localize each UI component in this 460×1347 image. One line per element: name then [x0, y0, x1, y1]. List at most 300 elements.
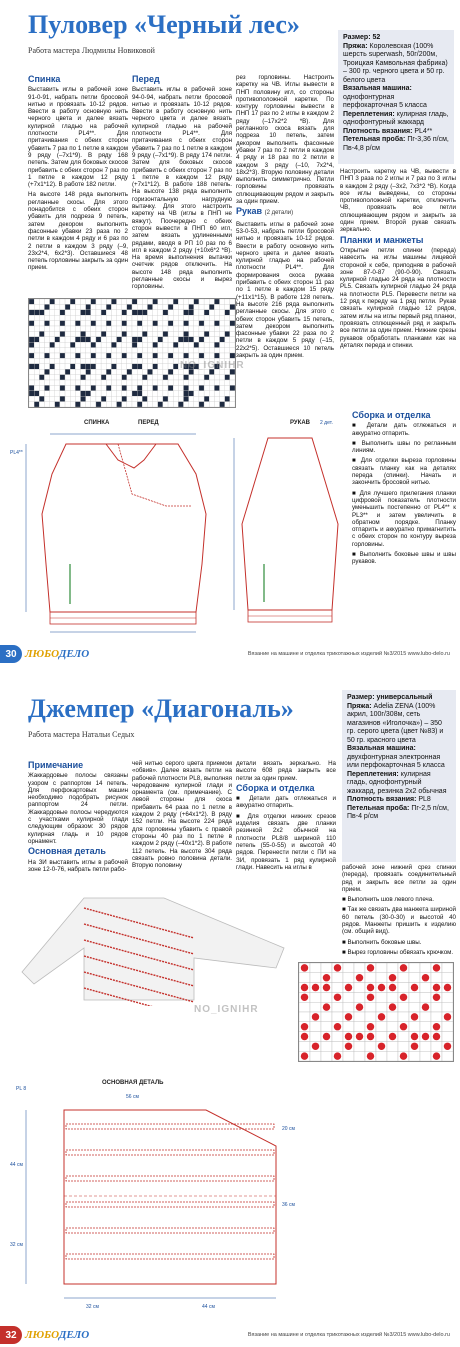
chart-cell: [199, 337, 204, 342]
chart-dot: [422, 974, 429, 981]
chart-cell: [70, 364, 75, 369]
chart-cell: [409, 1022, 420, 1032]
finishing-item-1: ■ Выполнить шов левого плеча.: [342, 896, 434, 904]
chart-cell: [39, 337, 44, 342]
finishing-item-3: ■ Выполнить боковые швы.: [342, 938, 422, 946]
chart-cell: [199, 375, 204, 380]
chart-cell: [70, 358, 75, 363]
chart-cell: [137, 375, 142, 380]
chart-cell: [34, 348, 39, 353]
chart-cell: [214, 353, 219, 358]
chart-cell: [34, 321, 39, 326]
chart-cell: [225, 402, 230, 407]
chart-cell: [132, 380, 137, 385]
chart-cell: [178, 391, 183, 396]
bands-text: Открытые петли спинки (переда) навесить на иглы машины лицевой стороной к себе, приподняв в рабочей зоне 87-0-87 (90-0-90). Связать кулирной гладью 24 ряда на плотности PL5. Связать кулирной гладью 24 ряда на плотности PL5. Перевести петли на 12 ряд к переду на 1 ряд петли. Рукав связать кулирной гладью 12 рядов, затем иглы на иглы первый ряд планки, провязать сплющенный ряд и закрыть все петли за один прием. Нижние срезы рукавов обработать планками как на деталях переда и спинки.: [340, 246, 456, 349]
chart-cell: [34, 353, 39, 358]
chart-cell: [225, 375, 230, 380]
chart-cell: [117, 326, 122, 331]
chart-cell: [111, 342, 116, 347]
chart-cell: [189, 299, 194, 304]
chart-cell: [132, 391, 137, 396]
chart-cell: [122, 348, 127, 353]
chart-cell: [39, 358, 44, 363]
chart-cell: [376, 1032, 387, 1042]
chart-cell: [189, 315, 194, 320]
chart-cell: [163, 348, 168, 353]
chart-cell: [81, 315, 86, 320]
column-front: [132, 74, 232, 296]
chart-cell: [214, 385, 219, 390]
chart-cell: [29, 375, 34, 380]
chart-cell: [50, 331, 55, 336]
chart-cell: [168, 321, 173, 326]
chart-cell: [343, 963, 354, 973]
chart-cell: [184, 331, 189, 336]
chart-cell: [343, 973, 354, 983]
info-test-label: Петельная проба:: [347, 804, 410, 812]
chart-cell: [117, 364, 122, 369]
chart-cell: [96, 299, 101, 304]
chart-dot: [312, 1013, 319, 1020]
main-part-band: [66, 1150, 274, 1155]
magazine-logo: [25, 648, 89, 660]
chart-cell: [96, 369, 101, 374]
chart-cell: [343, 1022, 354, 1032]
chart-cell: [81, 310, 86, 315]
chart-cell: [173, 348, 178, 353]
chart-cell: [86, 348, 91, 353]
chart-cell: [106, 304, 111, 309]
chart-cell: [106, 380, 111, 385]
chart-cell: [168, 375, 173, 380]
chart-cell: [204, 321, 209, 326]
chart-cell: [147, 299, 152, 304]
chart-cell: [81, 342, 86, 347]
diagram-main-part: [6, 1066, 306, 1314]
diagram-title-front: ПЕРЕД: [138, 420, 159, 426]
chart-cell: [65, 342, 70, 347]
chart-cell: [184, 299, 189, 304]
chart-cell: [173, 310, 178, 315]
column-sleeve: [236, 74, 334, 384]
assembly-item-3-text: Для отделки выреза горловины связать планку как на деталях переда (спинки). Начать и закончить бросовой нитью.: [352, 457, 456, 487]
chart-cell: [194, 402, 199, 407]
chart-cell: [153, 348, 158, 353]
chart-cell: [137, 380, 142, 385]
chart-cell: [81, 396, 86, 401]
chart-cell: [29, 299, 34, 304]
chart-cell: [132, 342, 137, 347]
chart-cell: [194, 348, 199, 353]
chart-cell: [168, 353, 173, 358]
chart-cell: [199, 385, 204, 390]
chart-cell: [101, 326, 106, 331]
chart-cell: [81, 348, 86, 353]
chart-cell: [55, 299, 60, 304]
chart-cell: [376, 1022, 387, 1032]
chart-cell: [163, 299, 168, 304]
chart-cell: [75, 396, 80, 401]
chart-cell: [354, 1012, 365, 1022]
chart-cell: [86, 380, 91, 385]
chart-cell: [65, 369, 70, 374]
chart-cell: [354, 963, 365, 973]
chart-cell: [75, 353, 80, 358]
chart-cell: [127, 310, 132, 315]
chart-cell: [132, 326, 137, 331]
chart-cell: [39, 299, 44, 304]
chart-cell: [147, 321, 152, 326]
chart-cell: [50, 348, 55, 353]
chart-cell: [101, 337, 106, 342]
chart-cell: [147, 353, 152, 358]
chart-cell: [29, 331, 34, 336]
chart-cell: [132, 369, 137, 374]
chart-cell: [86, 364, 91, 369]
chart-cell: [29, 315, 34, 320]
chart-cell: [163, 364, 168, 369]
chart-cell: [60, 331, 65, 336]
chart-cell: [321, 1022, 332, 1032]
chart-cell: [91, 337, 96, 342]
chart-cell: [189, 310, 194, 315]
chart-cell: [147, 310, 152, 315]
chart-cell: [354, 1041, 365, 1051]
info-test: Пг-3,36 п/см, Пв-4,8 р/см: [343, 136, 449, 152]
chart-cell: [127, 326, 132, 331]
chart-cell: [321, 1051, 332, 1061]
chart-cell: [70, 304, 75, 309]
sleeve-end-text: Настроить каретку на ЧВ, вывести в ПНП 3 раза по 2 иглы и 7 раз по 3 иглы в каждом 2 ряду (–3х2, 7х3*2 *В). Когда все иглы выведены, со стороны противоположной каретки, отключить ЧВ, провязать все петли сплющивающим рядом и закрыть за один прием. Второй рукав связать зеркально.: [340, 168, 456, 234]
chart-cell: [168, 385, 173, 390]
info-density: PL8: [418, 796, 431, 803]
assembly-item-2-text: Выполнить швы по регланным линиям.: [352, 439, 456, 455]
chart-dot: [444, 1013, 451, 1020]
chart-cell: [106, 326, 111, 331]
chart-cell: [420, 1012, 431, 1022]
chart-cell: [65, 375, 70, 380]
front-neck: [66, 444, 156, 468]
chart-cell: [101, 342, 106, 347]
chart-cell: [75, 337, 80, 342]
chart-cell: [158, 299, 163, 304]
chart-cell: [442, 1022, 453, 1032]
chart-cell: [209, 304, 214, 309]
chart-cell: [44, 310, 49, 315]
chart-cell: [132, 353, 137, 358]
chart-dot: [312, 984, 319, 991]
chart-cell: [91, 304, 96, 309]
chart-cell: [225, 396, 230, 401]
chart-cell: [75, 299, 80, 304]
chart-cell: [153, 315, 158, 320]
chart-cell: [91, 402, 96, 407]
chart-dot: [367, 1023, 374, 1030]
magazine-logo: [25, 1329, 89, 1341]
chart-cell: [199, 310, 204, 315]
chart-cell: [127, 304, 132, 309]
chart-cell: [127, 342, 132, 347]
chart-cell: [442, 1032, 453, 1042]
chart-cell: [199, 396, 204, 401]
front-outline: [118, 444, 192, 506]
chart-cell: [137, 326, 142, 331]
chart-cell: [168, 304, 173, 309]
chart-cell: [60, 353, 65, 358]
dim-top: 56 см: [126, 1094, 139, 1100]
chart-cell: [189, 304, 194, 309]
chart-cell: [96, 315, 101, 320]
chart-cell: [34, 331, 39, 336]
jacquard-chart-svg: [29, 299, 235, 407]
chart-cell: [163, 380, 168, 385]
chart-cell: [117, 342, 122, 347]
chart-cell: [387, 1012, 398, 1022]
chart-cell: [158, 331, 163, 336]
chart-dot: [367, 964, 374, 971]
chart-cell: [168, 299, 173, 304]
chart-cell: [225, 337, 230, 342]
chart-cell: [147, 380, 152, 385]
chart-cell: [387, 1051, 398, 1061]
chart-cell: [34, 342, 39, 347]
chart-cell: [173, 321, 178, 326]
chart-cell: [147, 315, 152, 320]
chart-cell: [96, 337, 101, 342]
chart-cell: [225, 331, 230, 336]
watermark: NO_IGNIHR: [180, 360, 245, 371]
column-note: [28, 760, 128, 882]
chart-cell: [225, 380, 230, 385]
diagram-sleeve: [228, 414, 348, 640]
column-bands: [340, 168, 456, 408]
chart-cell: [70, 396, 75, 401]
chart-cell: [220, 353, 225, 358]
chart-cell: [81, 402, 86, 407]
chart-cell: [122, 326, 127, 331]
chart-cell: [420, 992, 431, 1002]
chart-cell: [39, 375, 44, 380]
chart-cell: [137, 353, 142, 358]
chart-cell: [96, 380, 101, 385]
finishing-item-2: ■ Так же связать два манжета шириной 60 петель (30-0-30) и высотой 40 рядов. Манжеты пришить к изделию (см. общий вид).: [342, 906, 456, 936]
chart-cell: [132, 402, 137, 407]
chart-cell: [225, 299, 230, 304]
chart-cell: [209, 385, 214, 390]
chart-cell: [158, 402, 163, 407]
chart-cell: [70, 369, 75, 374]
chart-cell: [122, 380, 127, 385]
chart-cell: [65, 396, 70, 401]
chart-cell: [91, 396, 96, 401]
chart-cell: [163, 304, 168, 309]
chart-cell: [163, 337, 168, 342]
chart-cell: [158, 348, 163, 353]
chart-cell: [50, 304, 55, 309]
chart-cell: [34, 315, 39, 320]
chart-cell: [101, 331, 106, 336]
chart-cell: [409, 963, 420, 973]
chart-cell: [101, 358, 106, 363]
chart-cell: [96, 385, 101, 390]
chart-cell: [117, 385, 122, 390]
column-back: [28, 74, 128, 296]
chart-cell: [29, 304, 34, 309]
chart-cell: [137, 299, 142, 304]
chart-cell: [81, 321, 86, 326]
chart-cell: [34, 396, 39, 401]
column-assembly: [352, 410, 456, 620]
chart-cell: [220, 375, 225, 380]
chart-dot: [301, 1023, 308, 1030]
chart-cell: [178, 337, 183, 342]
assembly-item-1: ■ Детали дать отлежаться и аккуратно отпарить.: [236, 795, 336, 810]
chart-cell: [173, 358, 178, 363]
chart-cell: [122, 358, 127, 363]
chart-cell: [310, 1002, 321, 1012]
chart-cell: [163, 315, 168, 320]
logo-part-b: ДЕЛО: [58, 648, 90, 660]
chart-cell: [106, 315, 111, 320]
chart-cell: [34, 385, 39, 390]
chart-cell: [70, 380, 75, 385]
chart-cell: [214, 391, 219, 396]
chart-cell: [194, 310, 199, 315]
chart-cell: [44, 342, 49, 347]
chart-cell: [220, 396, 225, 401]
chart-cell: [106, 321, 111, 326]
chart-cell: [442, 1051, 453, 1061]
chart-cell: [230, 396, 235, 401]
chart-cell: [158, 380, 163, 385]
chart-cell: [60, 299, 65, 304]
chart-dot: [323, 984, 330, 991]
chart-dot: [433, 1023, 440, 1030]
chart-cell: [431, 973, 442, 983]
chart-cell: [55, 380, 60, 385]
chart-cell: [39, 402, 44, 407]
chart-cell: [137, 337, 142, 342]
chart-dot: [389, 1033, 396, 1040]
chart-cell: [173, 342, 178, 347]
chart-cell: [111, 315, 116, 320]
chart-cell: [310, 963, 321, 973]
info-density-label: Плотность вязания:: [343, 127, 413, 135]
info-test: Пг-2,5 п/см, Пв-4 р/см: [347, 804, 449, 820]
chart-cell: [91, 375, 96, 380]
chart-cell: [387, 992, 398, 1002]
chart-cell: [225, 342, 230, 347]
chart-cell: [343, 1002, 354, 1012]
chart-cell: [96, 310, 101, 315]
chart-cell: [431, 1002, 442, 1012]
chart-cell: [75, 315, 80, 320]
dim-left-32: 32 см: [10, 1242, 23, 1248]
chart-cell: [204, 326, 209, 331]
chart-cell: [111, 337, 116, 342]
chart-cell: [189, 337, 194, 342]
chart-cell: [132, 304, 137, 309]
chart-cell: [86, 331, 91, 336]
chart-cell: [91, 358, 96, 363]
chart-cell: [106, 369, 111, 374]
chart-cell: [137, 385, 142, 390]
chart-cell: [153, 385, 158, 390]
sleeve-outline: [242, 438, 338, 610]
page-subtitle: Работа мастера Людмилы Новиковой: [28, 46, 155, 55]
chart-cell: [209, 337, 214, 342]
chart-cell: [230, 385, 235, 390]
chart-cell: [117, 331, 122, 336]
info-machine-label: Вязальная машина:: [347, 745, 416, 752]
chart-cell: [147, 342, 152, 347]
jacquard-chart: [28, 298, 236, 408]
info-test-label: Петельная проба:: [343, 136, 406, 143]
chart-dot: [367, 994, 374, 1001]
watermark: NO_IGNIHR: [194, 1004, 259, 1015]
chart-cell: [101, 396, 106, 401]
chart-cell: [65, 304, 70, 309]
mirror-text: детали вязать зеркально. На высоте 608 ряда закрыть все петли за один прием.: [236, 760, 336, 782]
chart-cell: [50, 380, 55, 385]
chart-cell: [204, 353, 209, 358]
chart-cell: [220, 299, 225, 304]
chart-cell: [209, 380, 214, 385]
chart-cell: [44, 396, 49, 401]
chart-cell: [127, 391, 132, 396]
chart-cell: [34, 375, 39, 380]
chart-cell: [204, 380, 209, 385]
diagram-title-sleeve: РУКАВ: [290, 420, 310, 426]
chart-cell: [189, 385, 194, 390]
chart-cell: [44, 402, 49, 407]
chart-cell: [153, 304, 158, 309]
diagram-main-part-svg: [6, 1066, 306, 1314]
info-yarn: Королевская (100% шерсть superwash, 50г/200м, Троицкая Камвольная фабрика) – 300 гр. черного цвета и 50 гр. белого цвета: [343, 42, 448, 84]
chart-cell: [50, 385, 55, 390]
chart-cell: [60, 358, 65, 363]
chart-cell: [387, 963, 398, 973]
chart-cell: [189, 391, 194, 396]
chart-cell: [220, 342, 225, 347]
diagram-title: ОСНОВНАЯ ДЕТАЛЬ: [102, 1080, 164, 1086]
back-outline: [42, 444, 206, 612]
info-machine-label: Вязальная машина:: [343, 85, 412, 92]
chart-cell: [86, 321, 91, 326]
chart-cell: [153, 396, 158, 401]
chart-cell: [127, 348, 132, 353]
chart-cell: [153, 299, 158, 304]
chart-cell: [122, 369, 127, 374]
info-size: Размер: универсальный: [347, 694, 433, 701]
chart-cell: [184, 380, 189, 385]
assembly-item-4: ■ Для лучшего прилегания планки цифровой показатель плотности уменьшить постепенно от PL4** к PL3** и затем увеличить в обратном порядке. Планку отпарить и аккуратно примагнитить с обеих сторон по контуру выреза горловины.: [352, 489, 456, 548]
chart-cell: [354, 992, 365, 1002]
chart-cell: [75, 402, 80, 407]
chart-cell: [209, 299, 214, 304]
chart-cell: [365, 1041, 376, 1051]
chart-cell: [101, 375, 106, 380]
chart-cell: [70, 348, 75, 353]
chart-cell: [409, 973, 420, 983]
sweater-general-view: [14, 888, 296, 1006]
chart-cell: [81, 358, 86, 363]
chart-cell: [96, 375, 101, 380]
heading-main-part: Основная деталь: [28, 846, 106, 857]
chart-cell: [101, 304, 106, 309]
chart-cell: [387, 1022, 398, 1032]
